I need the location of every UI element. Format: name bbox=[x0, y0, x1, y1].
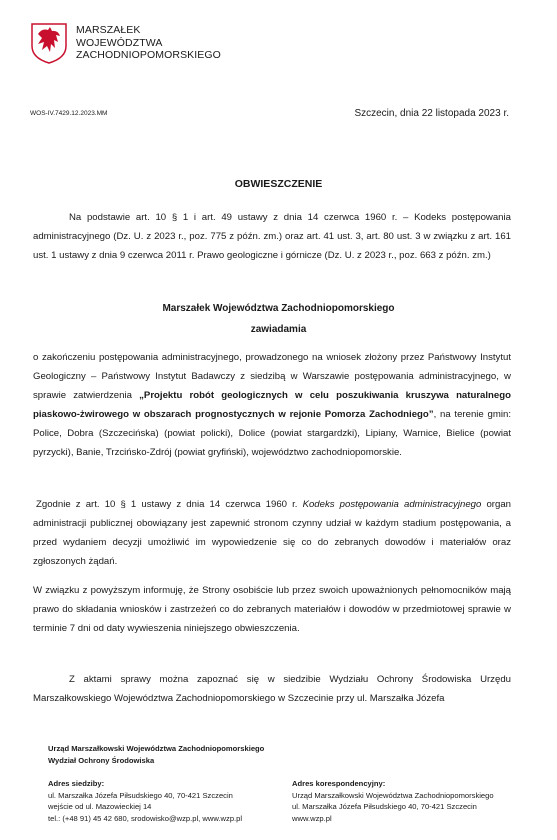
footer-department: Wydział Ochrony Środowiska bbox=[48, 756, 155, 765]
body-paragraph-4: Z aktami sprawy można zapoznać się w siedzibie Wydziału Ochrony Środowiska Urzędu Marszałkowskiego Województwa Zachodniopomorskiego w Szczecinie przy ul. Marszałka Józefa bbox=[33, 674, 511, 704]
intro-paragraph: Na podstawie art. 10 § 1 i art. 49 ustawy z dnia 14 czerwca 1960 r. – Kodeks postępowania administracyjnego (Dz. U. z 2023 r., poz. 775 z późn. zm.) oraz art. 41 ust. 3, art. 80 ust. 3 w związku z art. 161 ust. 1 ustawy z dnia 9 czerwca 2011 r. Prawo geologiczne i górnicze (Dz. U. z 2023 r., poz. 663 z późn. zm.) bbox=[33, 212, 511, 261]
document-title: OBWIESZCZENIE bbox=[234, 178, 323, 190]
document-date: Szczecin, dnia 22 listopada 2023 r. bbox=[354, 108, 509, 119]
body2-text: Zgodnie z art. 10 § 1 ustawy z dnia 14 czerwca 1960 r. bbox=[36, 499, 303, 510]
footer-seat bbox=[48, 778, 242, 824]
corr-label: Adres korespondencyjny: bbox=[292, 779, 386, 788]
body-paragraph-3: W związku z powyższym informuję, że Strony osobiście lub przez swoich upoważnionych pełnomocników mają prawo do składania wniosków i zastrzeżeń co do zebranych materiałów i dowodów w przedmiotowej sprawie w terminie 7 dni od daty wywieszenia niniejszego obwieszczenia. bbox=[33, 585, 511, 634]
seat-line: tel.: (+48 91) 45 42 680, srodowisko@wzp.pl, www.wzp.pl bbox=[48, 813, 243, 823]
logo-text bbox=[76, 24, 221, 62]
footer-office: Urząd Marszałkowski Województwa Zachodniopomorskiego bbox=[48, 744, 265, 753]
announces-word: zawiadamia bbox=[250, 324, 307, 335]
logo-line: MARSZAŁEK bbox=[76, 24, 141, 36]
griffin-coat-of-arms-logo bbox=[30, 22, 68, 64]
logo-line: WOJEWÓDZTWA bbox=[76, 36, 163, 49]
body-paragraph-1 bbox=[33, 348, 511, 462]
seat-line: ul. Marszałka Józefa Piłsudskiego 40, 70-421 Szczecin bbox=[48, 790, 233, 800]
footer-correspondence bbox=[292, 778, 494, 824]
body2-text-end: organ administracji publicznej obowiązany jest zapewnić stronom czynny udział w każdym stadium postępowania, a przed wydaniem decyzji umożliwić im wypowiedzenie się co do zebranych dowodów i materiałów oraz zgłoszonych żądań. bbox=[33, 499, 512, 567]
authority-name: Marszałek Województwa Zachodniopomorskiego bbox=[162, 303, 395, 314]
seat-label: Adres siedziby: bbox=[48, 779, 105, 788]
logo-line: ZACHODNIOPOMORSKIEGO bbox=[76, 49, 221, 61]
body-paragraph-2 bbox=[33, 495, 511, 571]
case-signature: WOS-IV.7429.12.2023.MM bbox=[30, 110, 108, 117]
seat-line: wejście od ul. Mazowieckiej 14 bbox=[48, 802, 152, 811]
corr-line: www.wzp.pl bbox=[292, 813, 332, 823]
body1-text: o zakończeniu postępowania administracyjnego, prowadzonego na wniosek złożony przez Państwowy Instytut Geologiczny – Państwowy Instytut Badawczy z siedzibą w Warszawie postępowania administracyjnego, w sprawie zatwierdzenia bbox=[33, 352, 511, 401]
code-name: Kodeks postępowania administracyjnego bbox=[302, 499, 482, 510]
body1-text-end: , na terenie gmin: Police, Dobra (Szczecińska) (powiat policki), Dolice (powiat stargardzki), Lipiany, Warnice, Bielice (powiat pyrzycki), Banie, Trzcińsko-Zdrój (powiat gryfiński), województwo zachodniopomorskie. bbox=[33, 409, 511, 458]
corr-line: Urząd Marszałkowski Województwa Zachodniopomorskiego bbox=[292, 790, 494, 800]
project-title: „Projektu robót geologicznych w celu poszukiwania kruszywa naturalnego piaskowo-żwirowego w obszarach prognostycznych w rejonie Pomorza Zachodniego” bbox=[33, 390, 511, 420]
corr-line: ul. Marszałka Józefa Piłsudskiego 40, 70-421 Szczecin bbox=[292, 802, 477, 811]
